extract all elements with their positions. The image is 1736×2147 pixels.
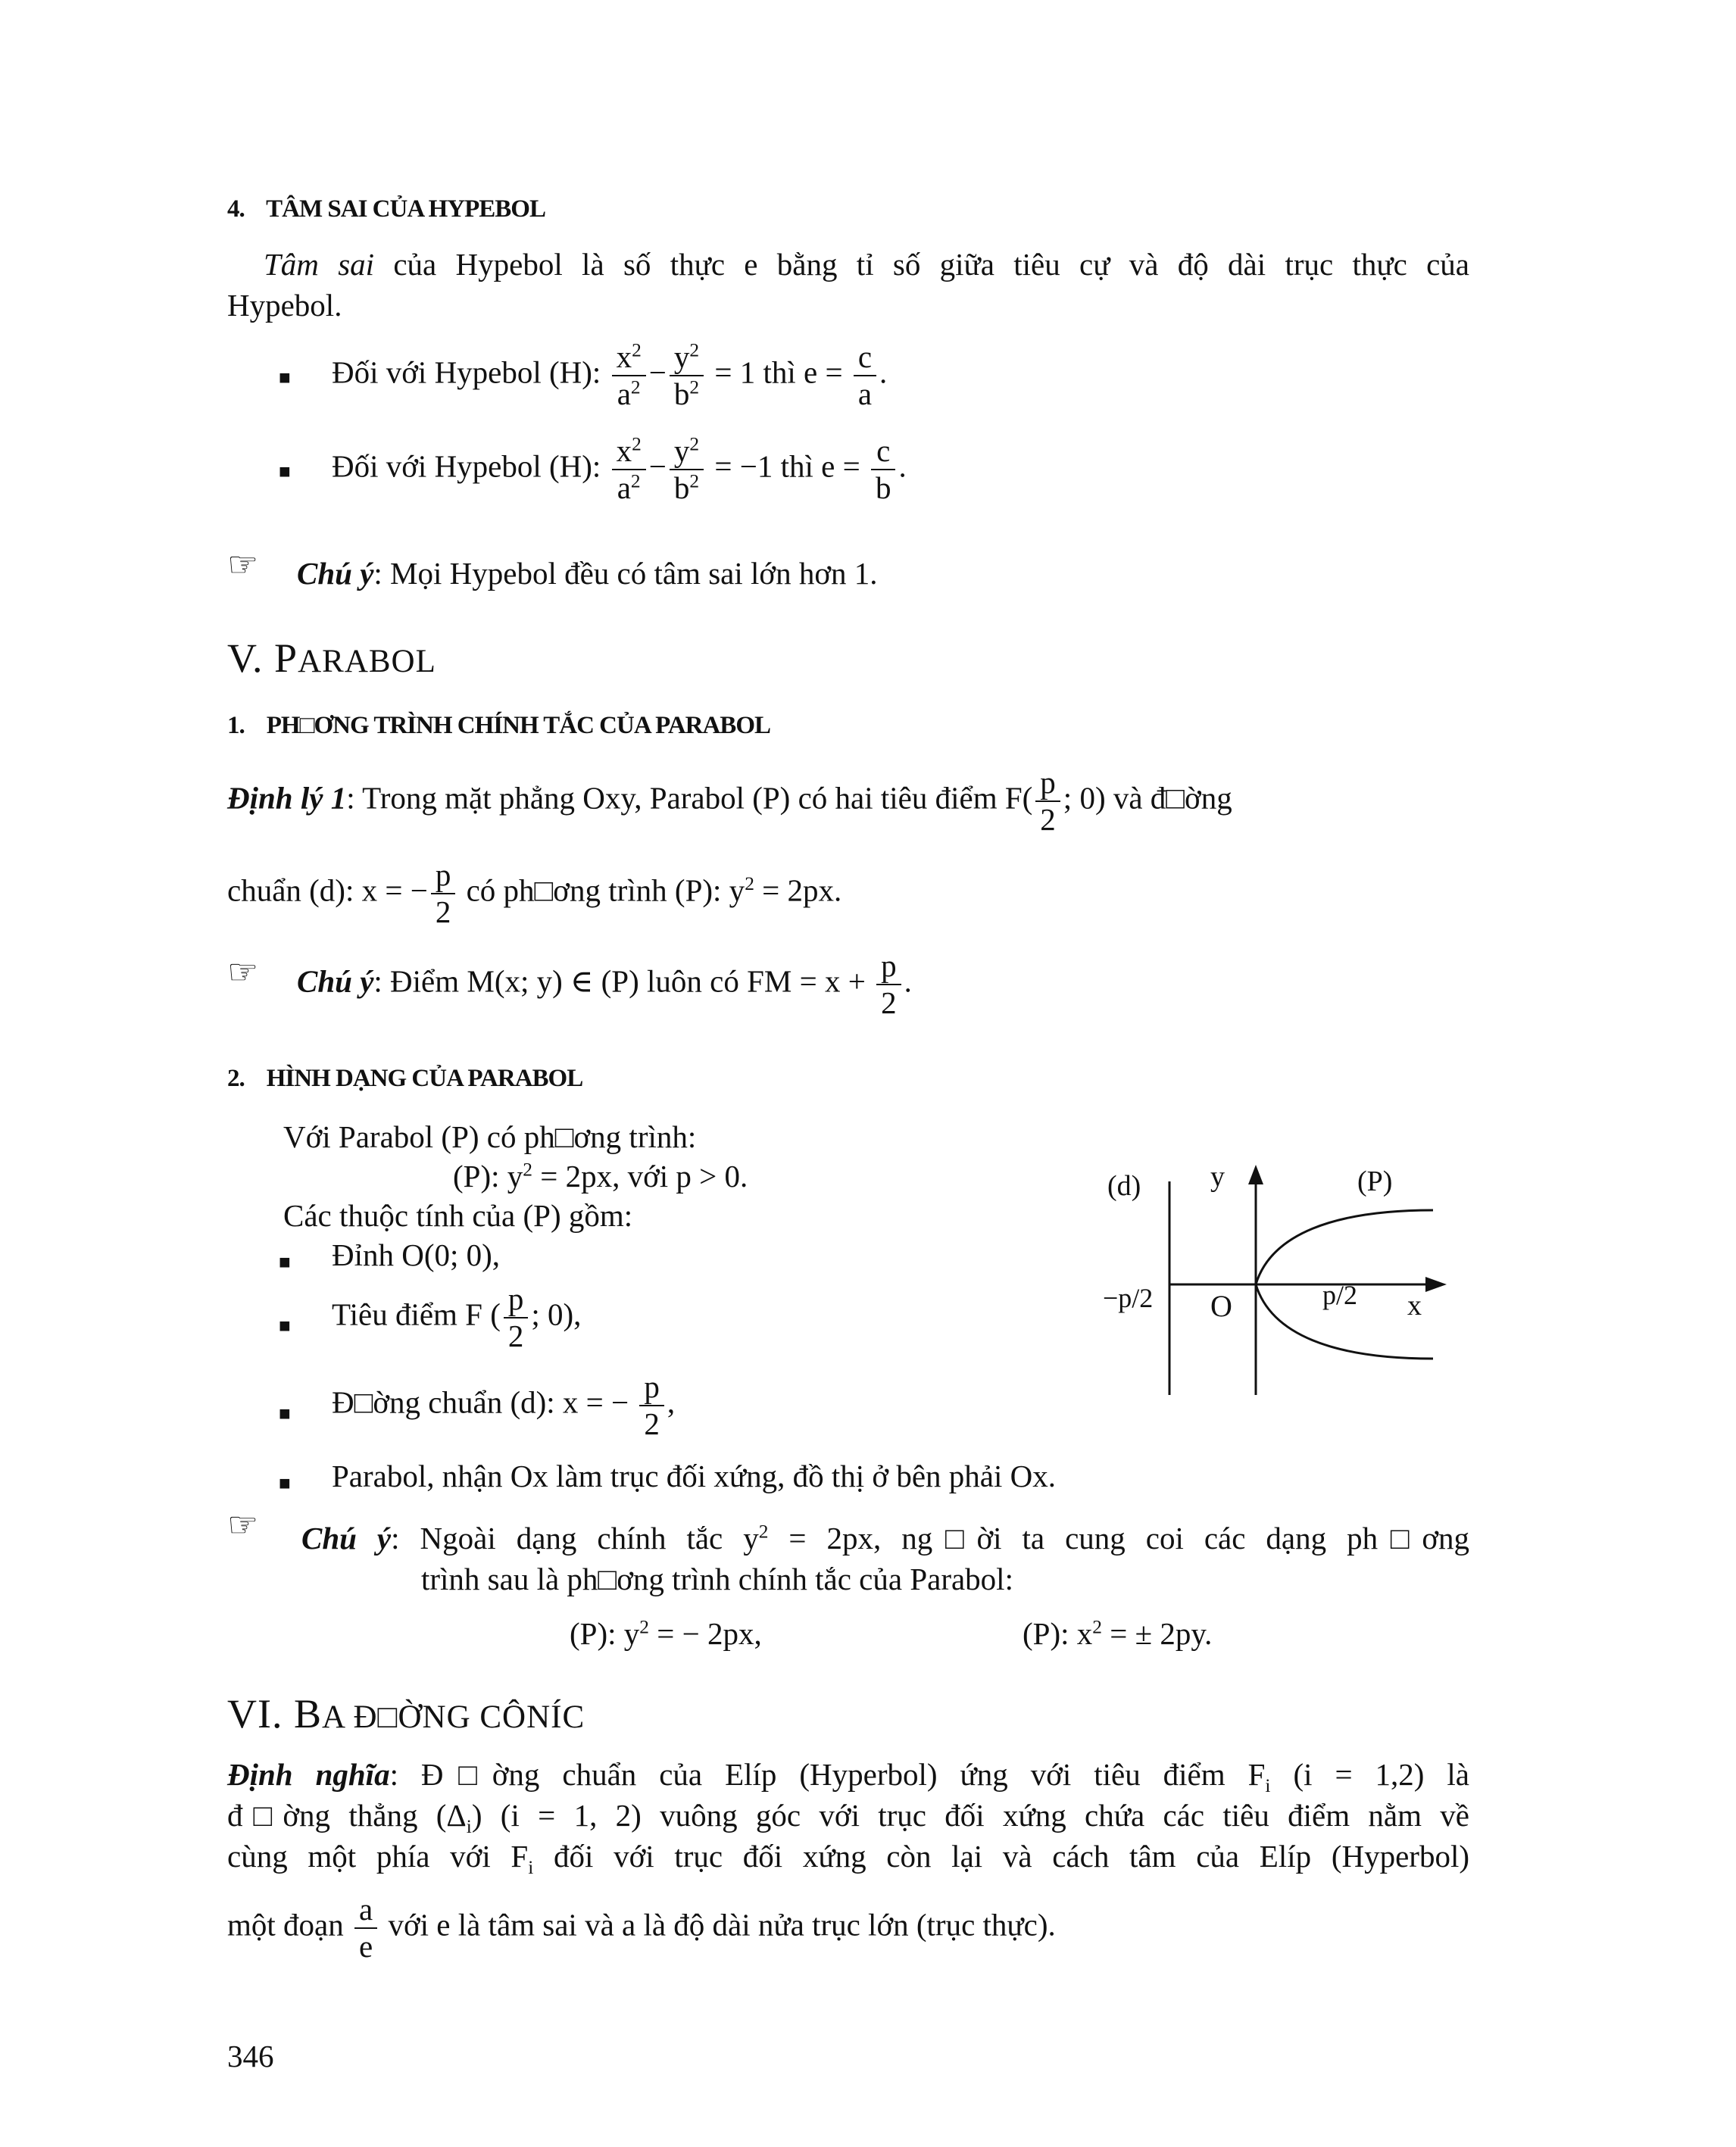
property-symmetry: Parabol, nhận Ox làm trục đối xứng, đồ thị ở bên phải Ox. xyxy=(332,1459,1056,1493)
pointing-hand-icon: ☞ xyxy=(227,953,259,991)
eccentricity-paragraph-line2: Hypebol. xyxy=(227,288,342,323)
label-d: (d) xyxy=(1107,1170,1141,1202)
property-focus: Tiêu điểm F ( $\frac{p}{2}$ ; 0), xyxy=(332,1281,582,1354)
bullet-icon: ■ xyxy=(279,460,291,482)
pointing-hand-icon: ☞ xyxy=(227,545,259,584)
fraction: $\frac{p}{2}$ xyxy=(1035,765,1060,838)
definition-line4: một đoạn $\frac{a}{e}$ với e là tâm sai và a là độ dài nửa trục lớn (trục thực). xyxy=(227,1892,1056,1964)
section-number: 4. xyxy=(227,195,245,223)
fraction: $\frac{c}{b}$ xyxy=(871,433,896,506)
note-focal-distance: Chú ý: Điểm M(x; y) ∈ (P) luôn có FM = x + $\frac{p}{2}$ . xyxy=(297,948,912,1021)
bullet-icon: ■ xyxy=(279,367,291,389)
fraction: $\frac{x^2}{a^2}$ xyxy=(612,339,646,412)
fraction: $\frac{p}{2}$ xyxy=(431,857,456,930)
section-4-heading xyxy=(227,195,545,223)
theorem-1: Định lý 1: Trong mặt phẳng Oxy, Parabol (P) có hai tiêu điểm F( $\frac{p}{2}$ ; 0) và đ□ờng xyxy=(227,765,1232,838)
shape-intro: Với Parabol (P) có ph□ơng trình: xyxy=(283,1119,697,1154)
page-number: 346 xyxy=(227,2039,274,2074)
parabola-form-up: (P): $x^2$ = ± 2py. xyxy=(1023,1616,1213,1651)
definition-line3: cùng một phía với $F_i$ đối với trục đối xứng còn lại và cách tâm của Elíp (Hyperbol) xyxy=(227,1839,1469,1879)
theorem-1-line2: chuẩn (d): x = − $\frac{p}{2}$ có ph□ơng trình (P): $y^2 = 2px$. xyxy=(227,857,842,930)
label-x: x xyxy=(1407,1290,1422,1322)
label-neg-p-half: −p/2 xyxy=(1103,1283,1154,1313)
label-P: (P) xyxy=(1357,1166,1393,1197)
definition-line2: đ□ờng thẳng $(\Delta_i) (i = 1$, 2) vuông góc với trục đối xứng chứa các tiêu điểm nằm về xyxy=(227,1798,1469,1838)
x-axis-arrow xyxy=(1425,1277,1447,1292)
hyperbola-formula-2: Đối với Hypebol (H): $\frac{x^2}{a^2}$ − $\frac{y^2}{b^2}$ = −1 thì e = $\frac{c}{b}$ . xyxy=(332,433,907,506)
fraction: $\frac{a}{e}$ xyxy=(354,1892,377,1964)
bullet-icon: ■ xyxy=(279,1472,291,1494)
note-other-forms-line2: trình sau là ph□ơng trình chính tắc của Parabol: xyxy=(421,1562,1013,1596)
section-VI-heading: VI. BA Đ□ỜNG CÔNÍC xyxy=(227,1691,585,1737)
bullet-icon: ■ xyxy=(279,1403,291,1425)
pointing-hand-icon: ☞ xyxy=(227,1506,259,1544)
bullet-icon: ■ xyxy=(279,1251,291,1273)
subsection-1-heading: 1. PH□ƠNG TRÌNH CHÍNH TẮC CỦA PARABOL xyxy=(227,712,771,739)
label-y: y xyxy=(1210,1161,1225,1193)
bullet-icon: ■ xyxy=(279,1315,291,1337)
label-p-half: p/2 xyxy=(1322,1280,1358,1310)
property-vertex: Đỉnh O(0; 0), xyxy=(332,1237,501,1272)
parabola-form-left: (P): $y^2$ = − 2px, xyxy=(570,1616,762,1651)
label-origin: O xyxy=(1210,1289,1232,1323)
parabola-graph xyxy=(1091,1151,1469,1409)
hyperbola-formula-1: Đối với Hypebol (H): $\frac{x^2}{a^2}$ − $\frac{y^2}{b^2}$ = 1 thì e = $\frac{c}{a}$ . xyxy=(332,339,888,412)
subsection-2-heading: 2. HÌNH DẠNG CỦA PARABOL xyxy=(227,1065,583,1092)
fraction: $\frac{c}{a}$ xyxy=(854,339,876,412)
section-title: TÂM SAI CỦA HYPEBOL xyxy=(266,195,545,223)
note-eccentricity: Chú ý: Mọi Hypebol đều có tâm sai lớn hơn 1. xyxy=(297,556,878,591)
definition-line1: Định nghĩa: Đ□ờng chuẩn của Elíp (Hyperbol) ứng với tiêu điểm $F_i$ (i = 1,2) là xyxy=(227,1757,1469,1797)
note-other-forms: Chú ý: Ngoài dạng chính tắc $y^2 = 2px$, ng□ời ta cung coi các dạng ph□ơng xyxy=(301,1521,1469,1556)
fraction: $\frac{y^2}{b^2}$ xyxy=(670,339,704,412)
y-axis-arrow xyxy=(1248,1165,1263,1184)
section-V-heading: V. PARABOL xyxy=(227,635,436,681)
fraction: $\frac{x^2}{a^2}$ xyxy=(612,433,646,506)
fraction: $\frac{p}{2}$ xyxy=(504,1281,529,1354)
properties-intro: Các thuộc tính của (P) gồm: xyxy=(283,1198,633,1233)
term-tam-sai: Tâm sai xyxy=(264,247,375,282)
fraction: $\frac{y^2}{b^2}$ xyxy=(670,433,704,506)
eccentricity-paragraph-line1: Tâm sai của Hypebol là số thực e bằng tỉ số giữa tiêu cự và độ dài trục thực của xyxy=(264,247,1469,282)
property-directrix: Đ□ờng chuẩn (d): x = − $\frac{p}{2}$ , xyxy=(332,1369,676,1442)
parabola-equation: (P): $y^2 = 2px$, với p > 0. xyxy=(453,1159,748,1194)
fraction: $\frac{p}{2}$ xyxy=(639,1369,664,1442)
fraction: $\frac{p}{2}$ xyxy=(876,948,901,1021)
